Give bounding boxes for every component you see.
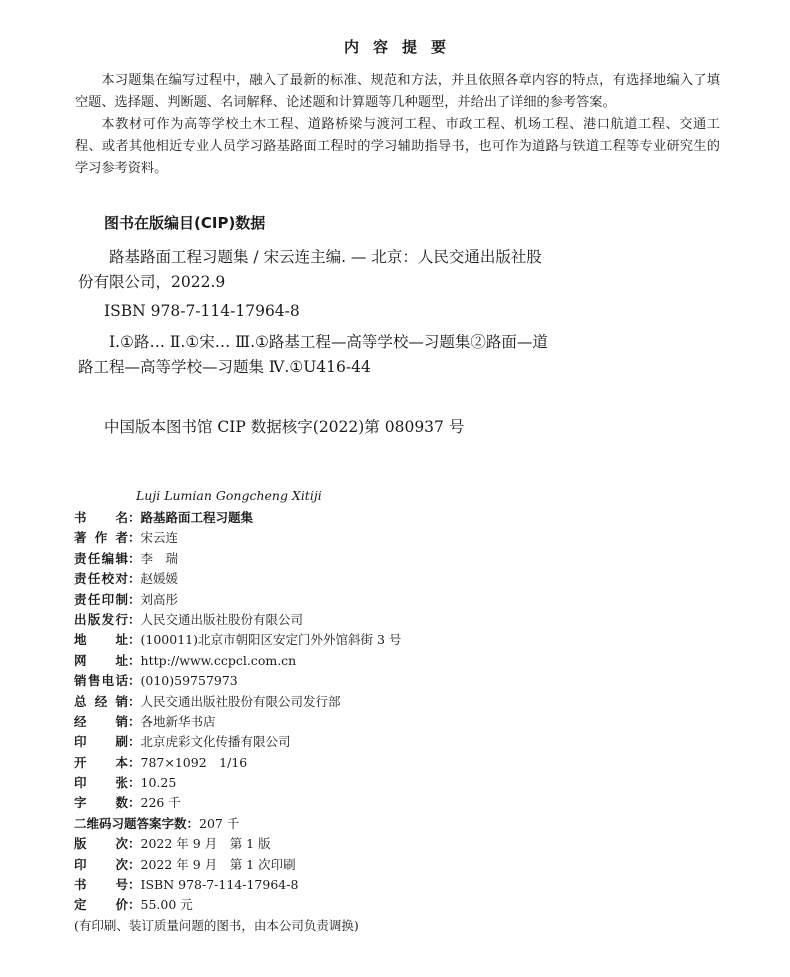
info-value: 207 千 bbox=[199, 815, 240, 831]
info-value: 人民交通出版社股份有限公司 bbox=[140, 611, 304, 627]
info-value: http://www.ccpcl.com.cn bbox=[140, 652, 297, 668]
info-label: 责任编辑 bbox=[74, 550, 128, 566]
info-label: 印刷 bbox=[74, 734, 128, 750]
info-value: 787×1092 1/16 bbox=[140, 754, 248, 770]
info-label: 经销 bbox=[74, 713, 128, 729]
info-label: 书号 bbox=[74, 877, 128, 893]
summary-title: 内容提要 bbox=[343, 38, 460, 56]
info-label: 印张 bbox=[74, 775, 128, 791]
summary-paragraph: 本习题集在编写过程中，融入了最新的标准、规范和方法，并且依照各章内容的特点，有选择地编入了填空题、选择题、判断题、名词解释、论述题和计算题等几种题型，并给出了详细的参考答案。 bbox=[75, 73, 720, 110]
info-colon: ： bbox=[128, 877, 141, 893]
info-value: 刘高彤 bbox=[140, 591, 179, 607]
info-row bbox=[74, 895, 401, 915]
info-label: 责任印制 bbox=[74, 591, 128, 607]
info-label: 书名 bbox=[74, 510, 128, 525]
info-colon: ： bbox=[128, 652, 141, 668]
info-row bbox=[74, 630, 401, 650]
info-value: 各地新华书店 bbox=[140, 713, 216, 729]
info-value: (100011)北京市朝阳区安定门外外馆斜街 3 号 bbox=[140, 632, 402, 648]
info-value: 226 千 bbox=[140, 795, 181, 811]
info-value: 55.00 元 bbox=[140, 897, 193, 913]
info-label: 总经销 bbox=[74, 693, 128, 709]
info-label: 定价 bbox=[74, 897, 128, 913]
info-row bbox=[74, 793, 401, 813]
info-row bbox=[74, 569, 401, 589]
cip-entry: 路基路面工程习题集 / 宋云连主编. — 北京：人民交通出版社股份有限公司，2022.9 bbox=[78, 248, 542, 291]
info-row bbox=[74, 855, 401, 875]
info-colon: ： bbox=[128, 571, 141, 587]
cip-record: 中国版本图书馆 CIP 数据核字(2022)第 080937 号 bbox=[104, 418, 465, 436]
info-colon: ： bbox=[128, 510, 141, 525]
info-row bbox=[74, 834, 401, 854]
info-label: 版次 bbox=[74, 836, 128, 852]
info-row bbox=[74, 712, 401, 732]
info-label: 二维码习题答案字数 bbox=[74, 815, 187, 831]
info-colon: ： bbox=[128, 673, 141, 689]
info-colon: ： bbox=[128, 713, 141, 729]
info-value: 路基路面工程习题集 bbox=[140, 510, 254, 525]
info-value: 宋云连 bbox=[140, 530, 179, 546]
info-value: 人民交通出版社股份有限公司发行部 bbox=[140, 693, 341, 709]
info-value: 赵媛媛 bbox=[140, 571, 179, 587]
info-label: 责任校对 bbox=[74, 571, 128, 587]
info-value: 2022 年 9 月 第 1 次印刷 bbox=[140, 856, 296, 872]
info-label: 地址 bbox=[74, 632, 128, 648]
info-colon: ： bbox=[128, 550, 141, 566]
info-row bbox=[74, 528, 401, 548]
quality-note: (有印刷、装订质量问题的图书，由本公司负责调换) bbox=[74, 917, 359, 933]
summary-text bbox=[75, 70, 720, 180]
info-value: 2022 年 9 月 第 1 版 bbox=[140, 836, 271, 852]
cip-classification: Ⅰ.①路… Ⅱ.①宋… Ⅲ.①路基工程—高等学校—习题集②路面—道路工程—高等学校—习题集 Ⅳ.①U416-44 bbox=[78, 333, 548, 376]
info-row bbox=[74, 671, 401, 691]
info-colon: ： bbox=[128, 632, 141, 648]
pinyin-title: Luji Lumian Gongcheng Xitiji bbox=[136, 488, 322, 503]
info-colon: ： bbox=[128, 734, 141, 750]
info-label: 著作者 bbox=[74, 530, 128, 546]
info-row bbox=[74, 590, 401, 610]
info-row bbox=[74, 753, 401, 773]
info-colon: ： bbox=[128, 775, 141, 791]
cip-heading: 图书在版编目(CIP)数据 bbox=[104, 214, 266, 232]
info-label: 字数 bbox=[74, 795, 128, 811]
info-colon: ： bbox=[128, 591, 141, 607]
info-row bbox=[74, 508, 401, 528]
info-colon: ： bbox=[128, 754, 141, 770]
info-colon: ： bbox=[128, 611, 141, 627]
info-row bbox=[74, 875, 401, 895]
info-row bbox=[74, 692, 401, 712]
info-row bbox=[74, 651, 401, 671]
info-colon: ： bbox=[128, 530, 141, 546]
info-row bbox=[74, 773, 401, 793]
info-value: (010)59757973 bbox=[140, 673, 238, 689]
summary-paragraph: 本教材可作为高等学校土木工程、道路桥梁与渡河工程、市政工程、机场工程、港口航道工程、交通工程、或者其他相近专业人员学习路基路面工程时的学习辅助指导书，也可作为道路与铁道工程等专业研究生的学习参考资料。 bbox=[75, 117, 720, 176]
info-row bbox=[74, 549, 401, 569]
info-value: 北京虎彩文化传播有限公司 bbox=[140, 734, 291, 750]
info-row bbox=[74, 732, 401, 752]
info-colon: ： bbox=[186, 815, 200, 831]
book-info-list bbox=[74, 508, 401, 936]
info-label: 出版发行 bbox=[74, 611, 128, 627]
info-label: 销售电话 bbox=[74, 673, 128, 689]
info-label: 网址 bbox=[74, 652, 128, 668]
info-value: 10.25 bbox=[140, 775, 177, 791]
info-colon: ： bbox=[128, 795, 141, 811]
info-colon: ： bbox=[128, 856, 141, 872]
info-value: ISBN 978-7-114-17964-8 bbox=[140, 877, 299, 893]
cip-isbn: ISBN 978-7-114-17964-8 bbox=[104, 302, 300, 320]
info-value: 李 瑞 bbox=[140, 550, 179, 566]
info-row bbox=[74, 610, 401, 630]
info-label: 印次 bbox=[74, 856, 128, 872]
info-colon: ： bbox=[128, 836, 141, 852]
info-row bbox=[74, 814, 401, 834]
info-colon: ： bbox=[128, 693, 141, 709]
info-colon: ： bbox=[128, 897, 141, 913]
info-label: 开本 bbox=[74, 754, 128, 770]
